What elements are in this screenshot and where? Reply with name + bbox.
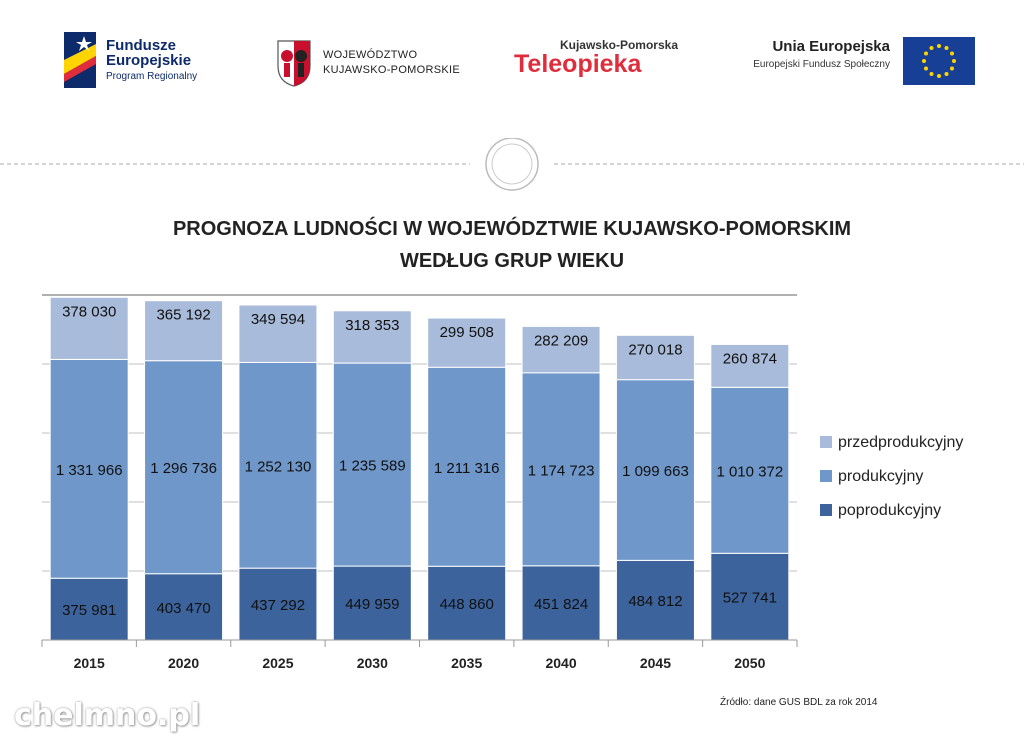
eu-star — [930, 46, 934, 50]
eu-star — [924, 67, 928, 71]
legend-swatch-produkcyjny — [820, 470, 832, 482]
data-label-produkcyjny-2035: 1 211 316 — [433, 459, 500, 477]
data-label-poprodukcyjny-2045: 484 812 — [628, 593, 683, 611]
eu-star — [937, 74, 941, 78]
x-tick-label-2030: 2030 — [356, 655, 388, 671]
data-label-poprodukcyjny-2050: 527 741 — [722, 589, 777, 607]
data-label-przedprodukcyjny-2025: 349 594 — [250, 311, 306, 329]
eu-star — [952, 59, 956, 63]
fe-line2: Europejskie — [106, 52, 192, 70]
eu-star — [950, 67, 954, 71]
x-tick-label-2040: 2040 — [545, 655, 577, 671]
chart-title-line2: WEDŁUG GRUP WIEKU — [399, 250, 625, 272]
legend-swatch-poprodukcyjny — [820, 504, 832, 516]
ue-text — [738, 38, 890, 70]
eu-star — [924, 52, 928, 56]
wojewodztwo-logo — [275, 38, 460, 88]
legend-label-produkcyjny: produkcyjny — [838, 468, 924, 485]
data-label-przedprodukcyjny-2030: 318 353 — [345, 316, 400, 334]
eu-star — [945, 72, 949, 76]
x-tick-label-2045: 2045 — [639, 655, 672, 671]
x-tick-label-2025: 2025 — [262, 655, 294, 671]
data-label-poprodukcyjny-2035: 448 860 — [439, 596, 494, 614]
data-label-produkcyjny-2050: 1 010 372 — [716, 463, 784, 481]
watermark: chelmno.pl — [14, 698, 201, 733]
data-label-poprodukcyjny-2015: 375 981 — [62, 602, 117, 620]
data-label-poprodukcyjny-2020: 403 470 — [156, 599, 211, 617]
fundusze-europejskie-icon — [62, 30, 98, 90]
fundusze-europejskie-logo — [62, 30, 197, 90]
data-label-produkcyjny-2030: 1 235 589 — [338, 457, 406, 475]
data-label-przedprodukcyjny-2020: 365 192 — [156, 306, 211, 324]
eu-star — [922, 59, 926, 63]
legend-swatch-przedprodukcyjny — [820, 436, 832, 448]
chart-title-line1: PROGNOZA LUDNOŚCI W WOJEWÓDZTWIE KUJAWSKO-POMORSKIM — [172, 218, 852, 240]
data-label-produkcyjny-2040: 1 174 723 — [527, 462, 595, 480]
fe-line3: Program Regionalny — [106, 71, 198, 82]
data-label-przedprodukcyjny-2040: 282 209 — [533, 332, 589, 350]
legend-label-przedprodukcyjny: przedprodukcyjny — [838, 434, 964, 451]
data-label-przedprodukcyjny-2045: 270 018 — [628, 341, 683, 359]
data-label-poprodukcyjny-2025: 437 292 — [250, 597, 306, 615]
eu-star — [945, 46, 949, 50]
legend-label-poprodukcyjny: poprodukcyjny — [838, 502, 942, 519]
data-label-przedprodukcyjny-2035: 299 508 — [439, 324, 494, 342]
ue-line1: Unia Europejska — [772, 38, 890, 55]
teleopieka-logo — [514, 38, 684, 79]
eu-star — [930, 72, 934, 76]
data-label-poprodukcyjny-2030: 449 959 — [345, 596, 400, 614]
x-tick-label-2015: 2015 — [73, 655, 105, 671]
woj-line2: KUJAWSKO-POMORSKIE — [323, 64, 461, 76]
woj-line1: WOJEWÓDZTWO — [323, 49, 418, 62]
eu-flag-icon — [903, 37, 975, 85]
data-label-poprodukcyjny-2040: 451 824 — [533, 595, 589, 613]
x-tick-label-2020: 2020 — [167, 655, 200, 671]
stacked-bar-chart — [0, 285, 1024, 705]
data-label-produkcyjny-2025: 1 252 130 — [244, 458, 312, 476]
source-note: Źródło: dane GUS BDL za rok 2014 — [720, 697, 878, 708]
ue-line2: Europejski Fundusz Społeczny — [753, 59, 890, 70]
data-label-przedprodukcyjny-2015: 378 030 — [62, 303, 117, 321]
data-label-przedprodukcyjny-2050: 260 874 — [722, 350, 777, 368]
section-divider — [0, 138, 1024, 198]
data-label-produkcyjny-2015: 1 331 966 — [55, 461, 123, 479]
fe-line1: Fundusze — [106, 36, 176, 54]
eu-star — [937, 44, 941, 48]
x-tick-label-2050: 2050 — [734, 655, 766, 671]
coat-of-arms-icon — [275, 38, 313, 88]
tele-main: Teleopieka — [514, 50, 642, 78]
eu-star — [950, 52, 954, 56]
x-tick-label-2035: 2035 — [451, 655, 483, 671]
data-label-produkcyjny-2020: 1 296 736 — [150, 460, 217, 478]
data-label-produkcyjny-2045: 1 099 663 — [622, 463, 689, 481]
tele-top: Kujawsko-Pomorska — [559, 38, 678, 52]
